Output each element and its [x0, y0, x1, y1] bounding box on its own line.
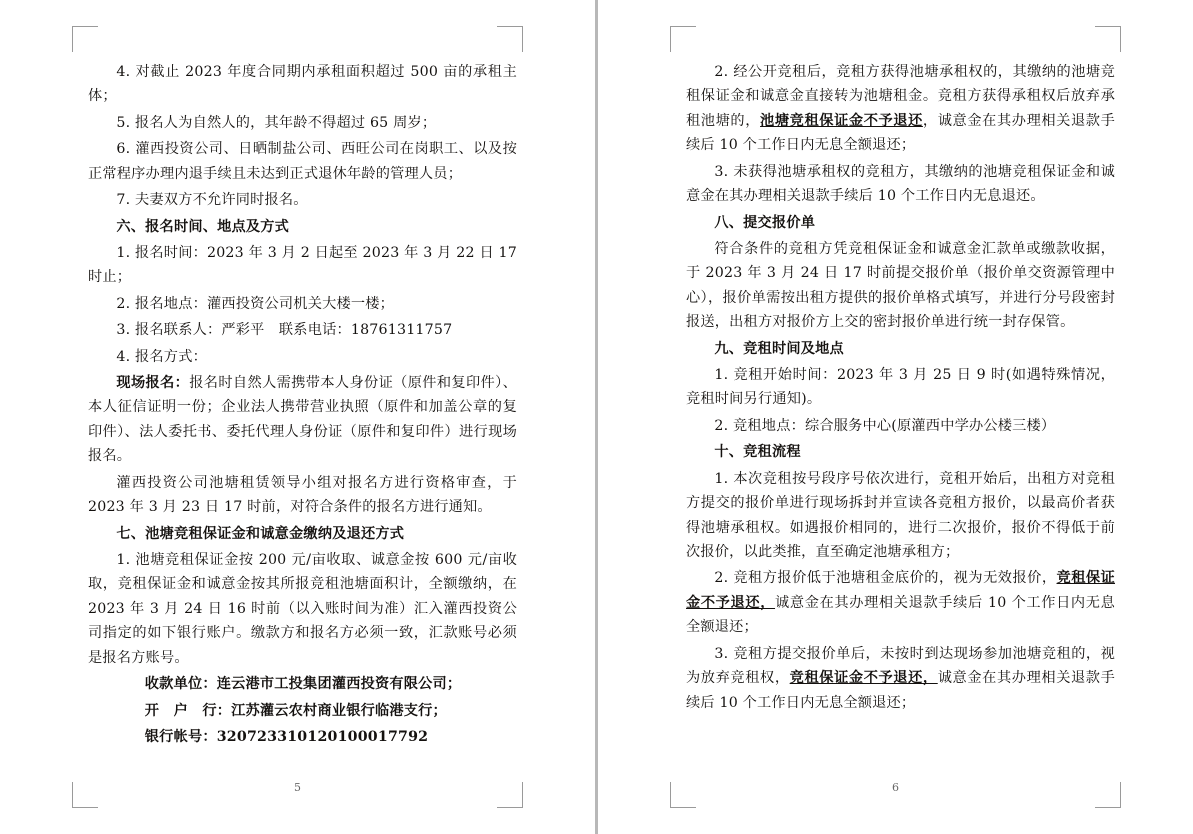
paragraph: 1. 报名时间：2023 年 3 月 2 日起至 2023 年 3 月 22 日 17 时止；: [88, 244, 517, 286]
paragraph: 6. 灌西投资公司、日晒制盐公司、西旺公司在岗职工、以及按正常程序办理内退手续且未达到正式退休年龄的管理人员；: [88, 141, 517, 182]
paragraph: 2. 竞租地点：综合服务中心(原灌西中学办公楼三楼）: [714, 417, 1056, 434]
page-number: 6: [892, 781, 899, 794]
paragraph: 4. 报名方式：: [116, 348, 207, 365]
section-heading: 十、竞租流程: [714, 444, 801, 461]
paragraph: 2. 经公开竞租后，竞租方获得池塘承租权的，其缴纳的池塘竞租保证金和诚意金直接转为池塘租金。竞租方获得承租权后放弃承租池塘的，池塘竞租保证金不予退还，诚意金在其办理相关退款手续后 10 个工作日内无息全额退还；: [686, 64, 1115, 154]
paragraph: 2. 报名地点：灌西投资公司机关大楼一楼；: [116, 295, 395, 312]
crop-mark-top-right-icon: [497, 26, 523, 52]
document-page-left: [0, 0, 595, 834]
paragraph: 1. 竞租开始时间：2023 年 3 月 25 日 9 时(如遇特殊情况，竞租时间另行通知)。: [686, 367, 1115, 408]
page-body-right: [686, 60, 1115, 764]
bank-payee: 收款单位：连云港市工投集团灌西投资有限公司；: [144, 676, 462, 693]
paragraph-onsite-registration: 现场报名：报名时自然人需携带本人身份证（原件和复印件）、本人征信证明一份；企业法人携带营业执照（原件和加盖公章的复印件）、法人委托书、委托代理人身份证（原件和复印件）进行现场报名。: [88, 375, 517, 465]
page-body-left: [88, 60, 517, 764]
bank-account-number: 银行帐号：320723310120100017792: [144, 728, 429, 745]
paragraph: 符合条件的竞租方凭竞租保证金和诚意金汇款单或缴款收据，于 2023 年 3 月 24 日 17 时前提交报价单（报价单交资源管理中心），报价单需按出租方提供的报价单格式填写，并进行分号段密封报送，出租方对报价方上交的密封报价单进行统一封存保管。: [686, 240, 1115, 331]
bank-branch: 开 户 行：江苏灌云农村商业银行临港支行；: [144, 702, 447, 719]
paragraph: 3. 未获得池塘承租权的竞租方，其缴纳的池塘竞租保证金和诚意金在其办理相关退款手续后 10 个工作日内无息退还。: [686, 163, 1115, 205]
page-number: 5: [294, 781, 301, 794]
paragraph: 7. 夫妻双方不允许同时报名。: [116, 192, 308, 209]
paragraph: 1. 池塘竞租保证金按 200 元/亩收取、诚意金按 600 元/亩收取，竞租保证金和诚意金按其所报竞租池塘面积计，全额缴纳，在 2023 年 3 月 24 日 16 时前（以入账时间为准）汇入灌西投资公司指定的如下银行账户。缴款方和报名方必须一致，汇款账号必须是报名方账号。: [88, 552, 517, 666]
paragraph: 灌西投资公司池塘租赁领导小组对报名方进行资格审查，于 2023 年 3 月 23 日 17 时前，对符合条件的报名方进行通知。: [88, 474, 517, 516]
crop-mark-top-left-icon: [670, 26, 696, 52]
document-page-right: [598, 0, 1193, 834]
paragraph: 4. 对截止 2023 年度合同期内承租面积超过 500 亩的承租主体；: [88, 64, 517, 105]
paragraph: 3. 竞租方提交报价单后，未按时到达现场参加池塘竞租的，视为放弃竞租权，竞租保证金不予退还，诚意金在其办理相关退款手续后 10 个工作日内无息全额退还；: [686, 645, 1115, 711]
section-heading: 六、报名时间、地点及方式: [116, 218, 290, 235]
crop-mark-top-right-icon: [1095, 26, 1121, 52]
paragraph: 2. 竞租方报价低于池塘租金底价的，视为无效报价，竞租保证金不予退还，诚意金在其办理相关退款手续后 10 个工作日内无息全额退还；: [686, 570, 1116, 636]
section-heading: 八、提交报价单: [714, 214, 816, 231]
crop-mark-top-left-icon: [72, 26, 98, 52]
section-heading: 九、竞租时间及地点: [714, 340, 844, 357]
paragraph: 1. 本次竞租按号段序号依次进行，竞租开始后，出租方对竞租方提交的报价单进行现场拆封并宣读各竞租方报价，以最高价者获得池塘承租权。如遇报价相同的，进行二次报价，报价不得低于前次报价，以此类推，直至确定池塘承租方；: [686, 470, 1115, 561]
section-heading: 七、池塘竞租保证金和诚意金缴纳及退还方式: [116, 525, 405, 542]
paragraph-contact: 3. 报名联系人：严彩平 联系电话：18761311757: [116, 322, 453, 339]
paragraph: 5. 报名人为自然人的，其年龄不得超过 65 周岁；: [116, 114, 437, 131]
